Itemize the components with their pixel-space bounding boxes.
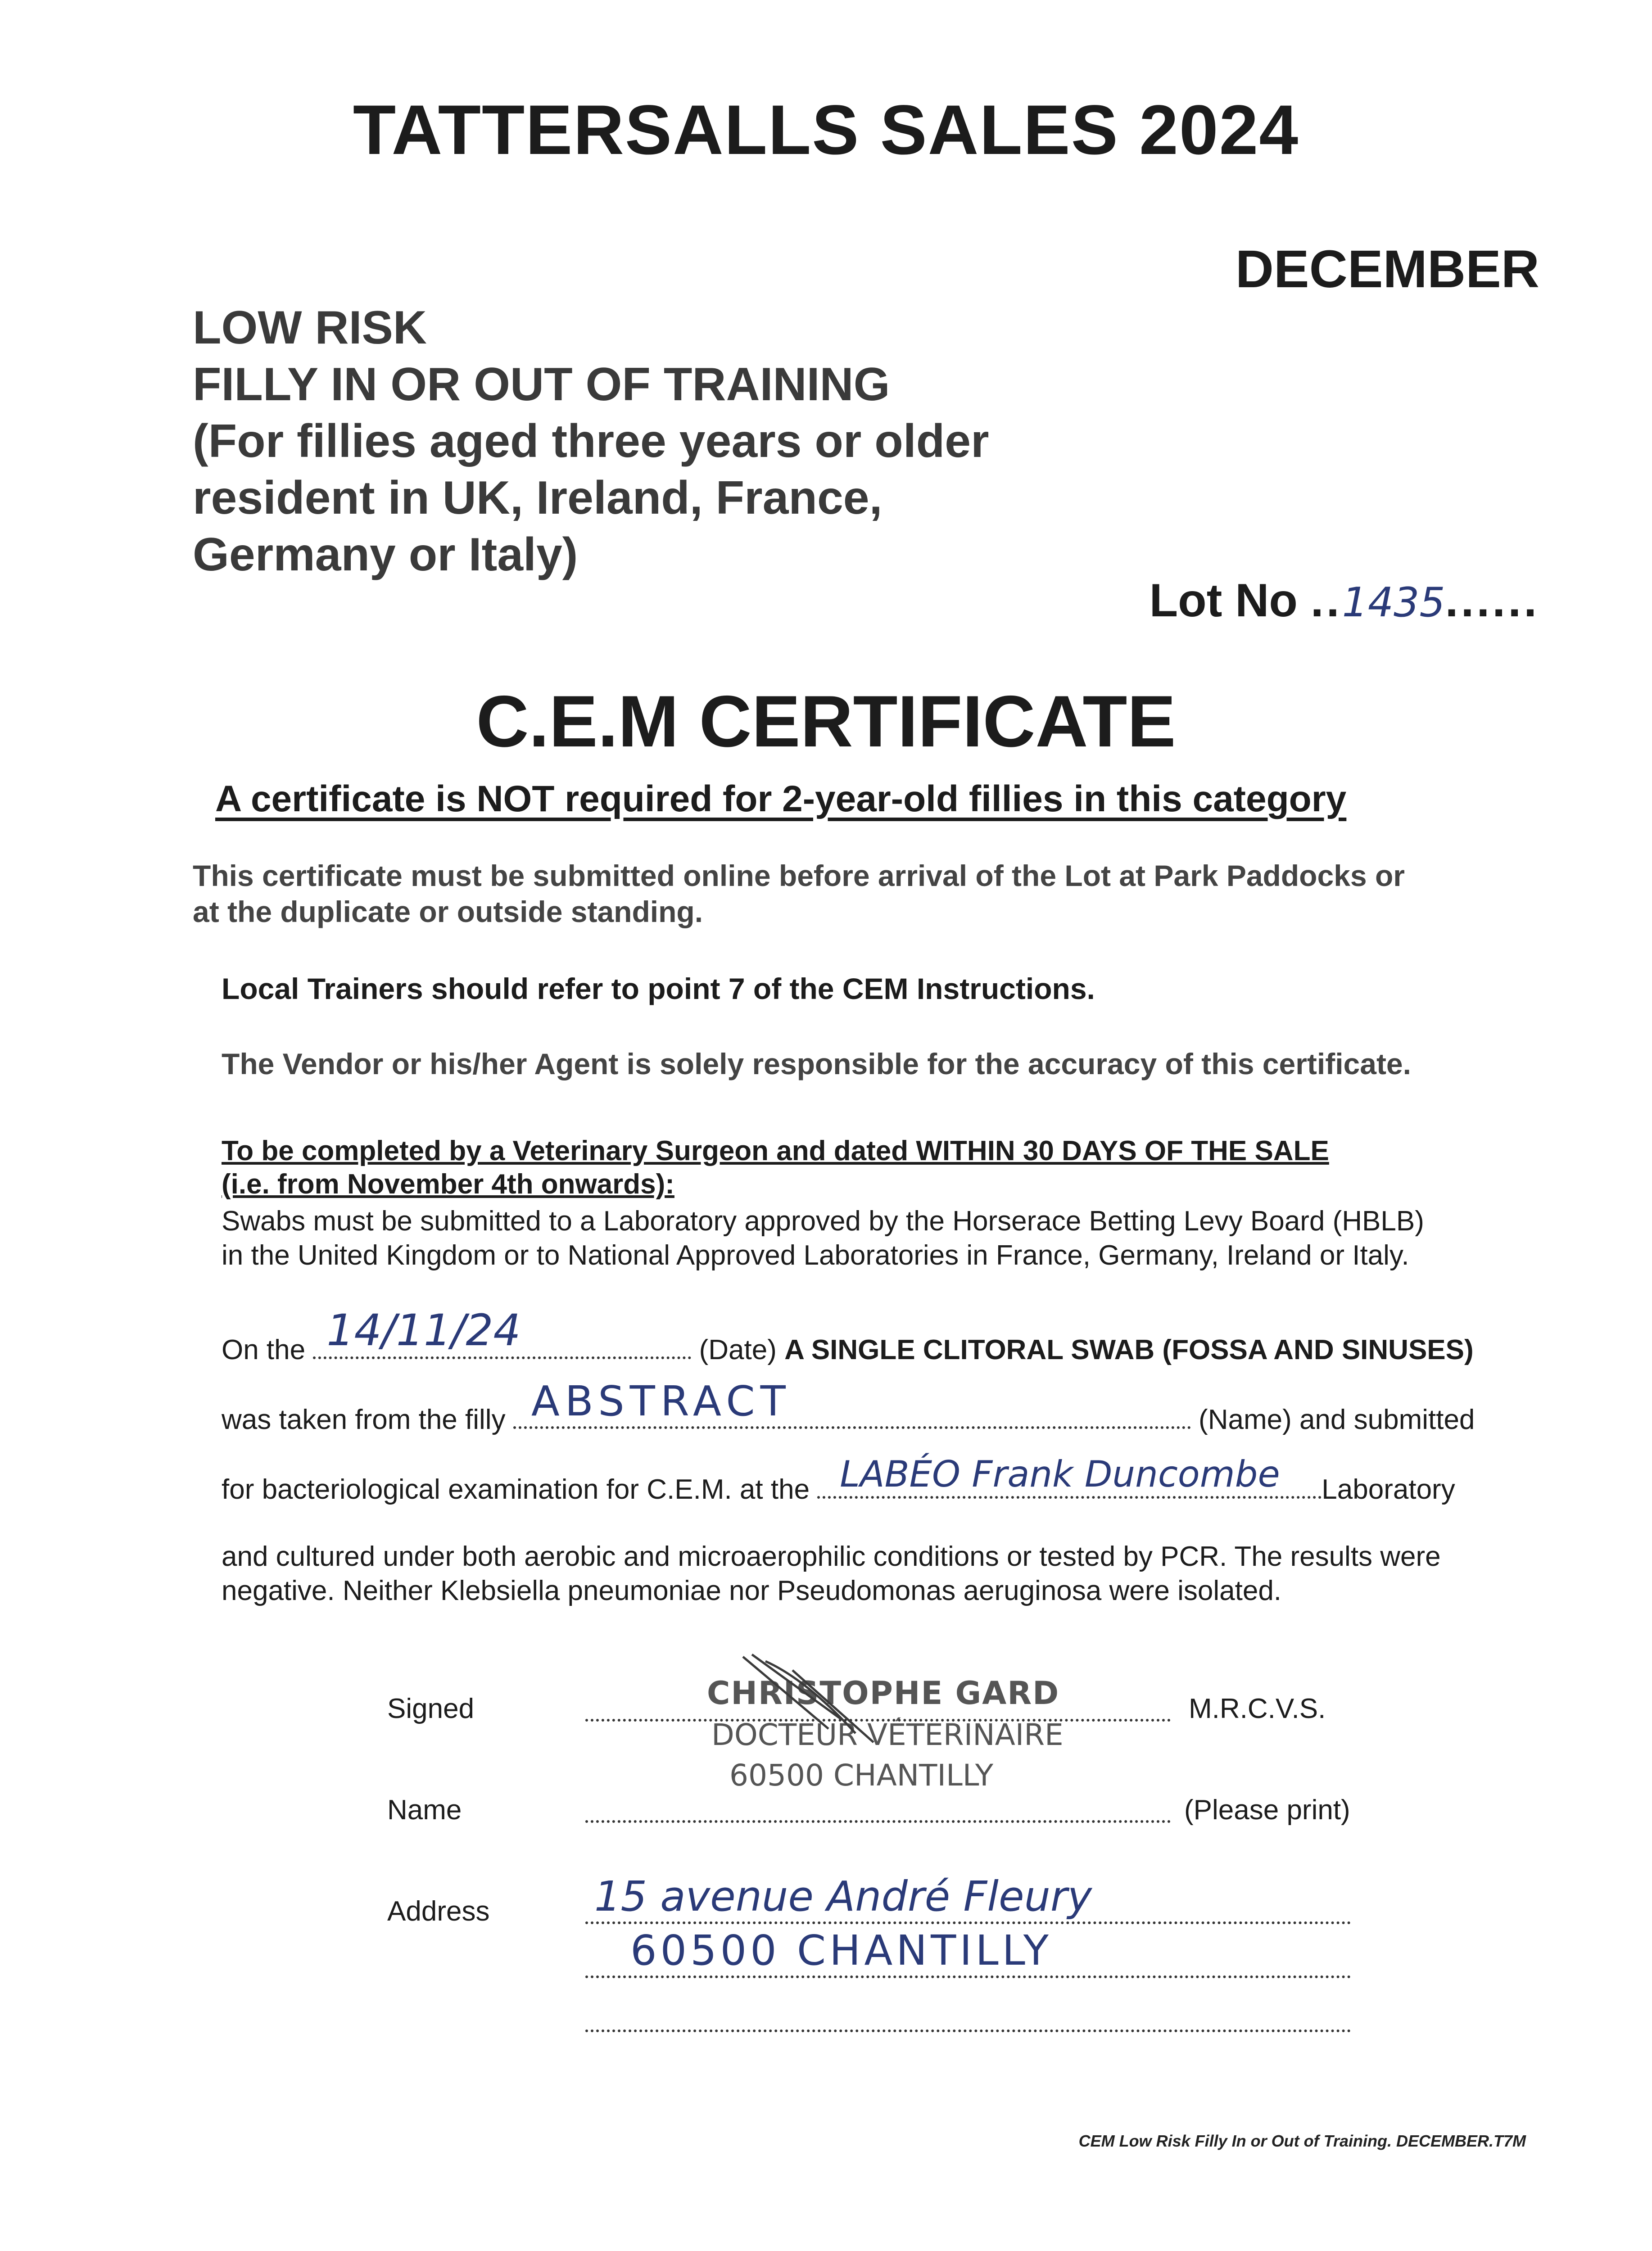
laboratory-row [222,1453,1455,1505]
date-row [222,1305,1474,1366]
lot-number-field[interactable] [1150,574,1539,628]
category-line: FILLY IN OR OUT OF TRAINING [193,358,890,411]
category-block [193,299,989,583]
results-line: and cultured under both aerobic and microaerophilic conditions or tested by PCR. The results were [222,1541,1441,1572]
not-required-notice: A certificate is NOT required for 2-year-old fillies in this category [215,778,1347,819]
filly-row [222,1377,1475,1436]
signed-label: Signed [387,1693,475,1724]
date-field[interactable] [313,1305,691,1359]
signature-scribble [738,1652,883,1751]
address-line-2-field[interactable] [585,1926,1351,1978]
page-title: TATTERSALLS SALES 2024 [353,91,1299,169]
vendor-responsibility-note: The Vendor or his/her Agent is solely responsible for the accuracy of this certificate. [222,1047,1411,1080]
stamp-line: CHRISTOPHE GARD [707,1675,1060,1712]
category-line: (For fillies aged three years or older [193,415,989,467]
laboratory-label: Laboratory [1322,1474,1455,1505]
completion-instructions [222,1135,1329,1201]
date-value: 14/11/24 [326,1305,521,1356]
mrcvs-label: M.R.C.V.S. [1189,1693,1326,1724]
footer-reference: CEM Low Risk Filly In or Out of Training. DECEMBER.T7M [1078,2132,1526,2150]
swab-type-text: A SINGLE CLITORAL SWAB (FOSSA AND SINUSES) [784,1334,1474,1365]
name-submitted-label: (Name) and submitted [1199,1404,1475,1435]
address-label: Address [387,1896,490,1927]
swab-line: in the United Kingdom or to National Approved Laboratories in France, Germany, Ireland or Italy. [222,1240,1409,1271]
swab-line: Swabs must be submitted to a Laboratory approved by the Horserace Betting Levy Board (HBLB) [222,1206,1424,1237]
submit-line: at the duplicate or outside standing. [193,895,703,928]
completion-line: (i.e. from November 4th onwards): [222,1169,674,1200]
filly-name-value: ABSTRACT [531,1377,791,1425]
on-the-label: On the [222,1334,306,1365]
completion-line: To be completed by a Veterinary Surgeon and dated WITHIN 30 DAYS OF THE SALE [222,1135,1329,1166]
for-exam-label: for bacteriological examination for C.E.M. at the [222,1474,810,1505]
please-print-label: (Please print) [1184,1794,1350,1826]
submit-instructions [193,858,1405,930]
taken-from-label: was taken from the filly [222,1404,506,1435]
date-label: (Date) [699,1334,777,1365]
category-line: Germany or Italy) [193,529,578,581]
filly-name-field[interactable] [513,1377,1191,1429]
lot-label: Lot No [1149,574,1298,627]
sale-month: DECEMBER [1235,240,1539,299]
category-line: LOW RISK [193,302,427,354]
laboratory-field[interactable] [817,1453,1322,1499]
category-line: resident in UK, Ireland, France, [193,472,883,524]
lot-dots-after: ...... [1445,574,1539,627]
address-line-1-field[interactable] [585,1872,1351,1924]
lot-dots-before: .. [1310,574,1342,627]
results-text [222,1540,1441,1608]
stamp-line: DOCTEUR VÉTERINAIRE [711,1718,1064,1752]
address-line-1-value: 15 avenue André Fleury [594,1872,1092,1921]
submit-line: This certificate must be submitted online before arrival of the Lot at Park Paddocks or [193,859,1405,892]
address-line-3-field[interactable] [585,2003,1351,2032]
name-label: Name [387,1794,462,1826]
certificate-title: C.E.M CERTIFICATE [476,681,1176,762]
printed-name-field[interactable] [585,1794,1171,1823]
address-line-2-value: 60500 CHANTILLY [630,1926,1052,1975]
swab-instructions [222,1204,1424,1273]
lot-value: 1435 [1342,579,1445,626]
local-trainers-note: Local Trainers should refer to point 7 of the CEM Instructions. [222,972,1095,1005]
stamp-line: 60500 CHANTILLY [729,1758,994,1793]
results-line: negative. Neither Klebsiella pneumoniae nor Pseudomonas aeruginosa were isolated. [222,1575,1282,1606]
laboratory-value: LABÉO Frank Duncombe [840,1453,1280,1495]
